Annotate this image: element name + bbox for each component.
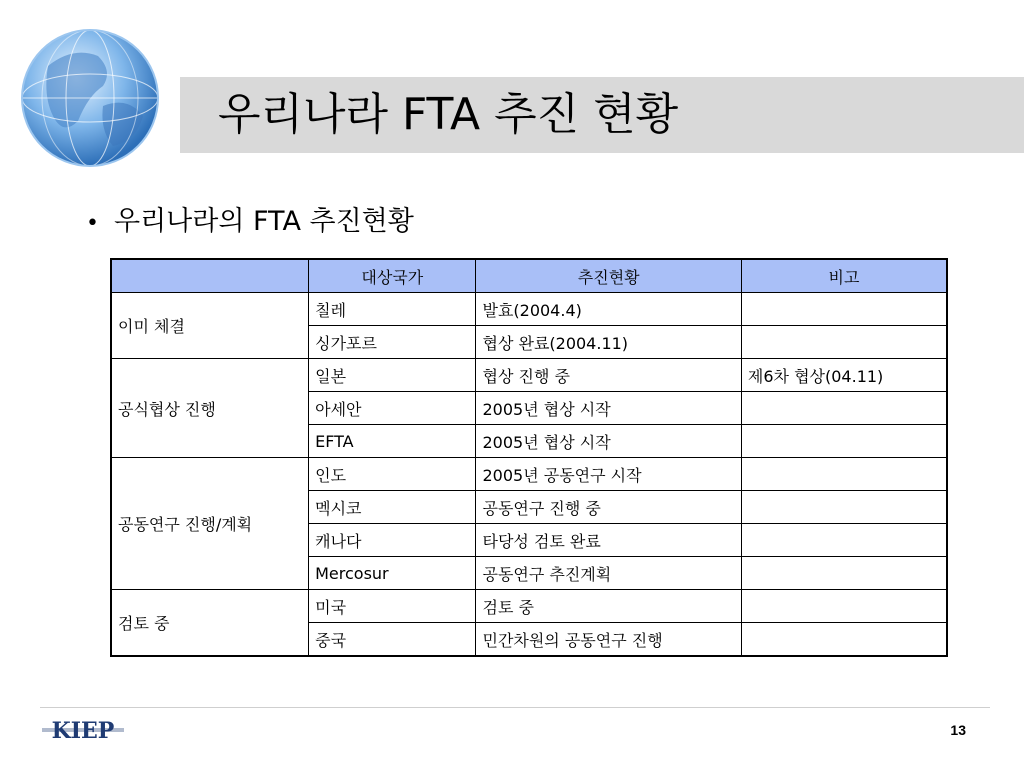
title-bar [180,77,1024,153]
globe-icon [18,26,162,170]
group-label: 공동연구 진행/계획 [111,458,309,590]
status-cell: 2005년 공동연구 시작 [476,458,741,491]
page-number: 13 [950,722,966,738]
table-row [111,458,947,491]
kiep-logo [42,716,124,744]
country-cell: 싱가포르 [309,326,476,359]
note-cell [741,425,947,458]
note-cell [741,293,947,326]
status-cell: 검토 중 [476,590,741,623]
country-cell: 칠레 [309,293,476,326]
group-label: 이미 체결 [111,293,309,359]
table-row [111,590,947,623]
table-row [111,359,947,392]
slide-title: 우리나라 FTA 추진 현황 [218,89,679,140]
status-cell: 협상 진행 중 [476,359,741,392]
fta-status-table [110,258,948,657]
status-cell: 민간차원의 공동연구 진행 [476,623,741,657]
status-cell: 2005년 협상 시작 [476,392,741,425]
status-cell: 공동연구 추진계획 [476,557,741,590]
country-cell: 인도 [309,458,476,491]
group-label: 공식협상 진행 [111,359,309,458]
country-cell: Mercosur [309,557,476,590]
table-header-row [111,259,947,293]
note-cell [741,524,947,557]
note-cell [741,623,947,657]
header-cell [111,259,309,293]
header-cell: 추진현황 [476,259,741,293]
note-cell [741,491,947,524]
bullet-dot-icon: • [86,211,99,236]
country-cell: 캐나다 [309,524,476,557]
status-cell: 공동연구 진행 중 [476,491,741,524]
bullet-text: 우리나라의 FTA 추진현황 [114,206,414,237]
country-cell: 아세안 [309,392,476,425]
status-cell: 2005년 협상 시작 [476,425,741,458]
note-cell [741,392,947,425]
country-cell: EFTA [309,425,476,458]
header-cell: 대상국가 [309,259,476,293]
group-label: 검토 중 [111,590,309,657]
country-cell: 멕시코 [309,491,476,524]
status-cell: 타당성 검토 완료 [476,524,741,557]
note-cell [741,458,947,491]
table-row [111,293,947,326]
status-cell: 협상 완료(2004.11) [476,326,741,359]
note-cell [741,326,947,359]
note-cell [741,590,947,623]
country-cell: 일본 [309,359,476,392]
note-cell: 제6차 협상(04.11) [741,359,947,392]
note-cell [741,557,947,590]
header-cell: 비고 [741,259,947,293]
country-cell: 중국 [309,623,476,657]
footer-divider [40,707,990,708]
logo-text: KIEP [51,718,115,744]
bullet-item [86,204,414,242]
status-cell: 발효(2004.4) [476,293,741,326]
country-cell: 미국 [309,590,476,623]
